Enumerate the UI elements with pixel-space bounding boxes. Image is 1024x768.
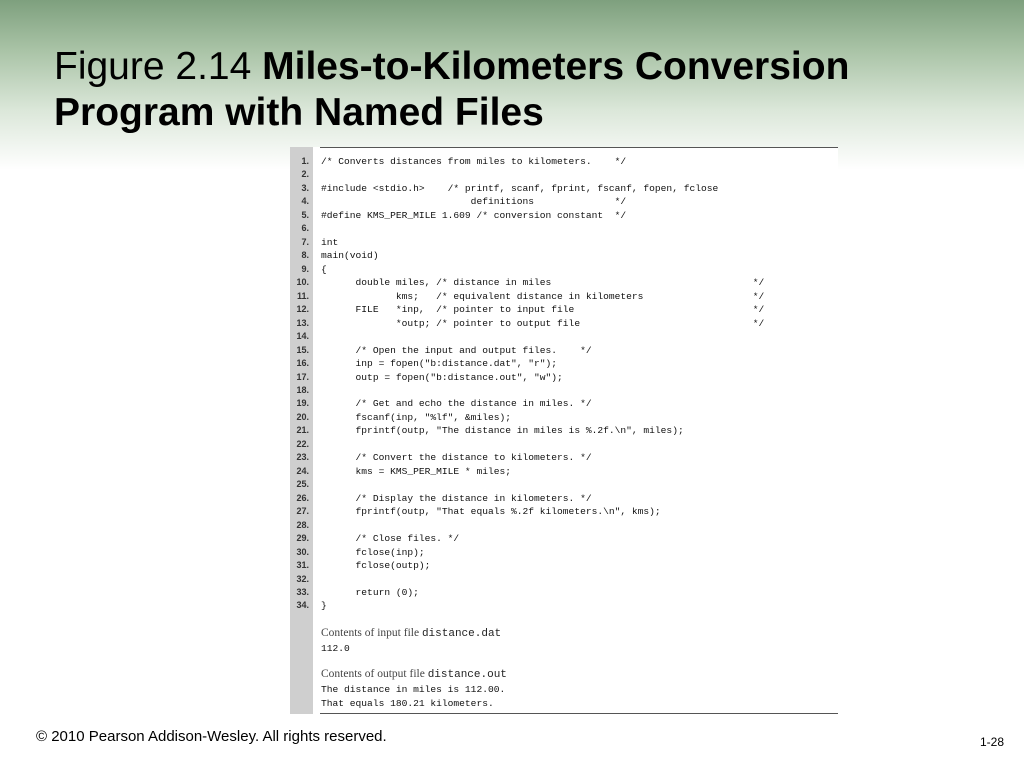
- code-line: [290, 411, 838, 424]
- code-text: fprintf(outp, "That equals %.2f kilometers.\n", kms);: [321, 506, 661, 518]
- input-file-line: 112.0: [321, 643, 350, 654]
- code-text: #define KMS_PER_MILE 1.609 /* conversion constant */: [321, 209, 627, 221]
- code-text: #include <stdio.h> /* printf, scanf, fprint, fscanf, fopen, fclose: [321, 182, 719, 194]
- code-text: FILE *inp, /* pointer to input file */: [321, 304, 765, 316]
- code-text: }: [321, 600, 327, 612]
- code-line: [290, 465, 838, 478]
- code-text: {: [321, 263, 327, 275]
- line-number: 7.: [301, 236, 309, 247]
- code-line: [290, 586, 838, 599]
- code-text: kms = KMS_PER_MILE * miles;: [321, 465, 511, 477]
- line-number: 12.: [296, 304, 309, 315]
- line-number: 32.: [296, 573, 309, 584]
- line-number: 19.: [296, 398, 309, 409]
- line-number: 25.: [296, 479, 309, 490]
- line-number: 6.: [301, 223, 309, 234]
- line-number: 21.: [296, 425, 309, 436]
- code-text: /* Get and echo the distance in miles. */: [321, 398, 592, 410]
- line-number: 3.: [301, 182, 309, 193]
- output-file-name: distance.out: [427, 669, 507, 681]
- code-line: [290, 357, 838, 370]
- output-file-section: [321, 665, 507, 710]
- code-line: [290, 222, 838, 235]
- code-line: [290, 330, 838, 343]
- title-caption: Miles-to-Kilometers Conversion Program with Named Files: [54, 45, 850, 134]
- code-line: [290, 532, 838, 545]
- line-number: 10.: [296, 277, 309, 288]
- code-text: outp = fopen("b:distance.out", "w");: [321, 371, 563, 383]
- bottom-rule: [320, 713, 838, 714]
- code-line: [290, 276, 838, 289]
- code-text: return (0);: [321, 587, 419, 598]
- code-line: [290, 209, 838, 222]
- code-line: [290, 344, 838, 357]
- line-number: 14.: [296, 331, 309, 342]
- code-line: [290, 168, 838, 181]
- code-line: [290, 573, 838, 586]
- title-figure-number: Figure 2.14: [54, 45, 263, 88]
- code-line: [290, 371, 838, 384]
- code-text: /* Converts distances from miles to kilometers. */: [321, 156, 627, 167]
- page-number: 1-28: [979, 735, 1004, 749]
- code-text: /* Open the input and output files. */: [321, 344, 592, 356]
- input-file-label: Contents of input file: [321, 627, 422, 639]
- line-number: 13.: [296, 317, 309, 328]
- code-line: [290, 451, 838, 464]
- input-file-section: [321, 624, 501, 656]
- line-number: 34.: [296, 600, 309, 611]
- code-text: /* Close files. */: [321, 533, 460, 545]
- code-line: [290, 263, 838, 276]
- code-line: [290, 424, 838, 437]
- code-text: definitions */: [321, 196, 627, 208]
- code-text: kms; /* equivalent distance in kilometers */: [321, 290, 765, 302]
- code-text: fclose(outp);: [321, 560, 431, 572]
- code-line: [290, 397, 838, 410]
- line-number: 8.: [301, 250, 309, 261]
- code-listing: [290, 155, 838, 613]
- line-number: 11.: [296, 290, 309, 301]
- code-line: [290, 519, 838, 532]
- line-number: 2.: [301, 169, 309, 180]
- code-line: [290, 303, 838, 316]
- code-text: main(void): [321, 250, 379, 262]
- code-line: [290, 317, 838, 330]
- code-line: [290, 599, 838, 612]
- line-number: 33.: [296, 587, 309, 597]
- code-line: [290, 290, 838, 303]
- code-line: [290, 492, 838, 505]
- line-number: 30.: [296, 546, 309, 557]
- line-number: 18.: [296, 384, 309, 395]
- line-number: 22.: [296, 438, 309, 449]
- code-text: fprintf(outp, "The distance in miles is %.2f.\n", miles);: [321, 425, 684, 437]
- line-number: 28.: [296, 519, 309, 530]
- output-file-label: Contents of output file: [321, 668, 428, 680]
- code-text: double miles, /* distance in miles */: [321, 277, 765, 289]
- code-text: fscanf(inp, "%lf", &miles);: [321, 411, 511, 423]
- code-text: inp = fopen("b:distance.dat", "r");: [321, 358, 558, 370]
- line-number: 27.: [296, 506, 309, 517]
- code-text: fclose(inp);: [321, 546, 425, 558]
- code-line: [290, 505, 838, 518]
- code-line: [290, 155, 838, 168]
- code-line: [290, 384, 838, 397]
- code-line: [290, 478, 838, 491]
- line-number: 5.: [301, 209, 309, 220]
- line-number: 4.: [301, 196, 309, 207]
- line-number: 29.: [296, 533, 309, 544]
- line-number: 20.: [296, 411, 309, 422]
- output-file-line: That equals 180.21 kilometers.: [321, 697, 494, 709]
- line-number: 31.: [296, 560, 309, 571]
- line-number: 15.: [296, 344, 309, 355]
- code-line: [290, 249, 838, 262]
- code-figure: [290, 147, 838, 714]
- code-line: [290, 559, 838, 572]
- code-line: [290, 236, 838, 249]
- code-text: /* Convert the distance to kilometers. */: [321, 452, 592, 464]
- code-text: int: [321, 236, 339, 248]
- line-number: 16.: [296, 358, 309, 369]
- line-number: 17.: [296, 371, 309, 382]
- line-number: 1.: [301, 156, 309, 166]
- line-number: 26.: [296, 492, 309, 503]
- code-text: /* Display the distance in kilometers. */: [321, 492, 592, 504]
- code-line: [290, 438, 838, 451]
- code-text: *outp; /* pointer to output file */: [321, 317, 765, 329]
- line-number: 23.: [296, 452, 309, 463]
- line-number: 9.: [301, 263, 309, 274]
- code-line: [290, 546, 838, 559]
- line-number: 24.: [296, 465, 309, 476]
- input-file-name: distance.dat: [421, 628, 502, 640]
- code-line: [290, 182, 838, 195]
- copyright-footer: © 2010 Pearson Addison-Wesley. All rights reserved.: [36, 728, 387, 745]
- slide-title: [54, 44, 994, 136]
- output-file-line: The distance in miles is 112.00.: [321, 684, 506, 695]
- top-rule: [320, 147, 838, 148]
- code-line: [290, 195, 838, 208]
